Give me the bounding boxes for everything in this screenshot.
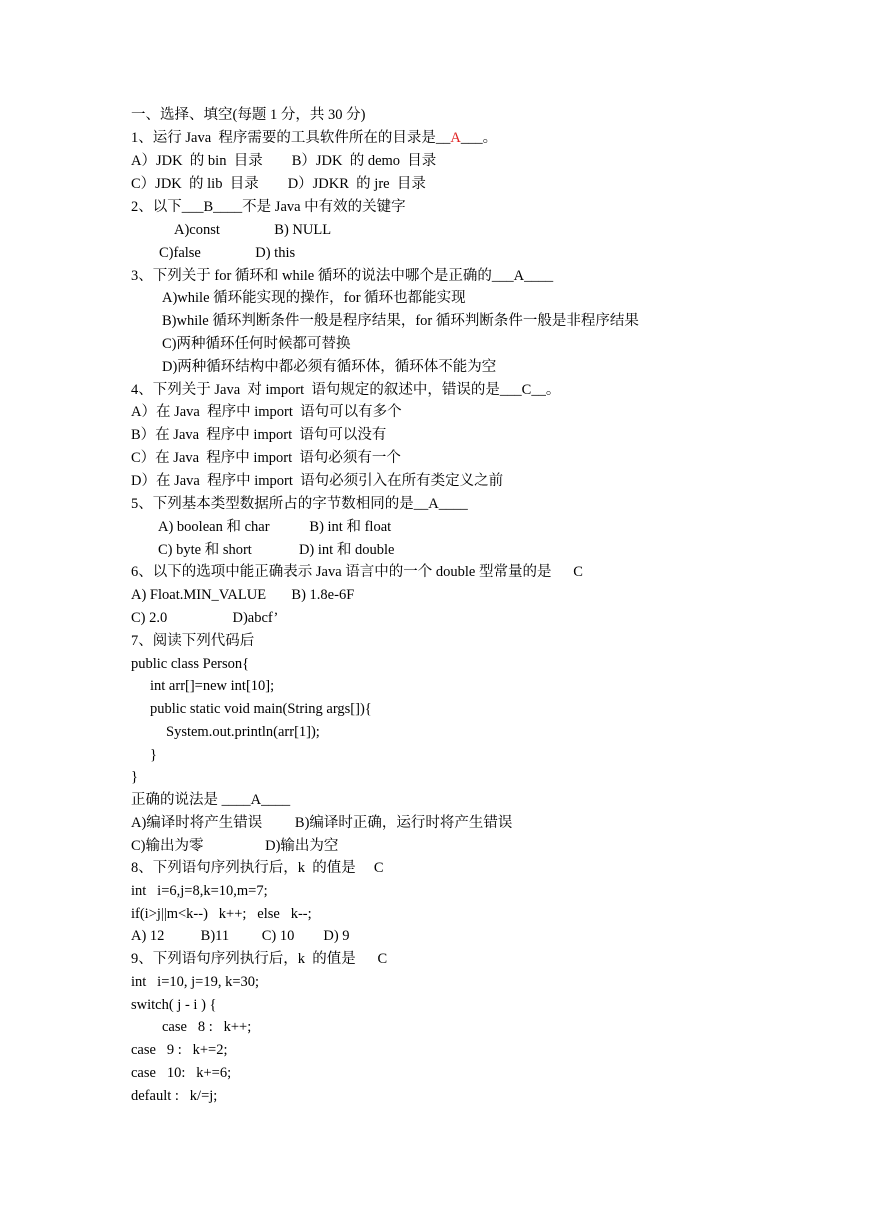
code-line: case 9 : k+=2;	[131, 1042, 228, 1058]
code-line: public static void main(String args[]){	[150, 701, 372, 717]
code-line: }	[150, 747, 157, 763]
code-line: int arr[]=new int[10];	[150, 678, 275, 694]
question-4-option-d: D）在 Java 程序中 import 语句必须引入在所有类定义之前	[131, 473, 504, 489]
question-3: 3、下列关于 for 循环和 while 循环的说法中哪个是正确的___A____	[131, 268, 554, 284]
question-7-options-ab: A)编译时将产生错误 B)编译时正确，运行时将产生错误	[131, 815, 513, 831]
code-line: switch( j - i ) {	[131, 997, 217, 1013]
question-1	[131, 127, 497, 150]
question-3-option-a: A)while 循环能实现的操作，for 循环也都能实现	[162, 290, 466, 306]
code-line: int i=10, j=19, k=30;	[131, 974, 260, 990]
code-line: int i=6,j=8,k=10,m=7;	[131, 883, 268, 899]
question-1-options-ab: A）JDK 的 bin 目录 B）JDK 的 demo 目录	[131, 153, 437, 169]
question-4-option-c: C）在 Java 程序中 import 语句必须有一个	[131, 450, 401, 466]
question-8-options: A) 12 B)11 C) 10 D) 9	[131, 928, 350, 944]
question-1-blank-end: ___。	[460, 130, 498, 146]
question-5-options-ab: A) boolean 和 char B) int 和 float	[158, 519, 392, 535]
code-line: if(i>j||m<k--) k++; else k--;	[131, 906, 312, 922]
code-line: default : k/=j;	[131, 1088, 218, 1104]
question-2-options-cd: C)false D) this	[159, 245, 296, 261]
question-4-option-b: B）在 Java 程序中 import 语句可以没有	[131, 427, 387, 443]
question-4-option-a: A）在 Java 程序中 import 语句可以有多个	[131, 404, 402, 420]
code-line: System.out.println(arr[1]);	[166, 724, 320, 740]
question-6-options-cd: C) 2.0 D)abcf’	[131, 610, 279, 626]
question-6: 6、以下的选项中能正确表示 Java 语言中的一个 double 型常量的是 C	[131, 564, 583, 580]
question-7-options-cd: C)输出为零 D)输出为空	[131, 838, 339, 854]
question-2-options-ab: A)const B) NULL	[174, 222, 332, 238]
question-3-option-c: C)两种循环任何时候都可替换	[162, 336, 351, 352]
question-1-text: 1、运行 Java 程序需要的工具软件所在的目录是__	[131, 130, 451, 146]
question-1-answer: A	[450, 130, 461, 146]
question-9: 9、下列语句序列执行后，k 的值是 C	[131, 951, 388, 967]
question-2: 2、以下___B____不是 Java 中有效的关键字	[131, 199, 406, 215]
question-5: 5、下列基本类型数据所占的字节数相同的是__A____	[131, 496, 468, 512]
question-6-options-ab: A) Float.MIN_VALUE B) 1.8e-6F	[131, 587, 355, 603]
question-3-option-d: D)两种循环结构中都必须有循环体，循环体不能为空	[162, 359, 497, 375]
code-line: }	[131, 769, 138, 785]
code-line: case 10: k+=6;	[131, 1065, 232, 1081]
question-7: 7、阅读下列代码后	[131, 633, 255, 649]
code-line: case 8 : k++;	[162, 1019, 252, 1035]
question-3-option-b: B)while 循环判断条件一般是程序结果，for 循环判断条件一般是非程序结果	[162, 313, 639, 329]
section-heading: 一、选择、填空(每题 1 分，共 30 分)	[131, 107, 366, 123]
question-4: 4、下列关于 Java 对 import 语句规定的叙述中，错误的是___C__。	[131, 382, 561, 398]
question-5-options-cd: C) byte 和 short D) int 和 double	[158, 542, 395, 558]
question-1-options-cd: C）JDK 的 lib 目录 D）JDKR 的 jre 目录	[131, 176, 426, 192]
code-line: public class Person{	[131, 656, 250, 672]
question-8: 8、下列语句序列执行后，k 的值是 C	[131, 860, 384, 876]
question-7-answer: 正确的说法是 ____A____	[131, 792, 291, 808]
